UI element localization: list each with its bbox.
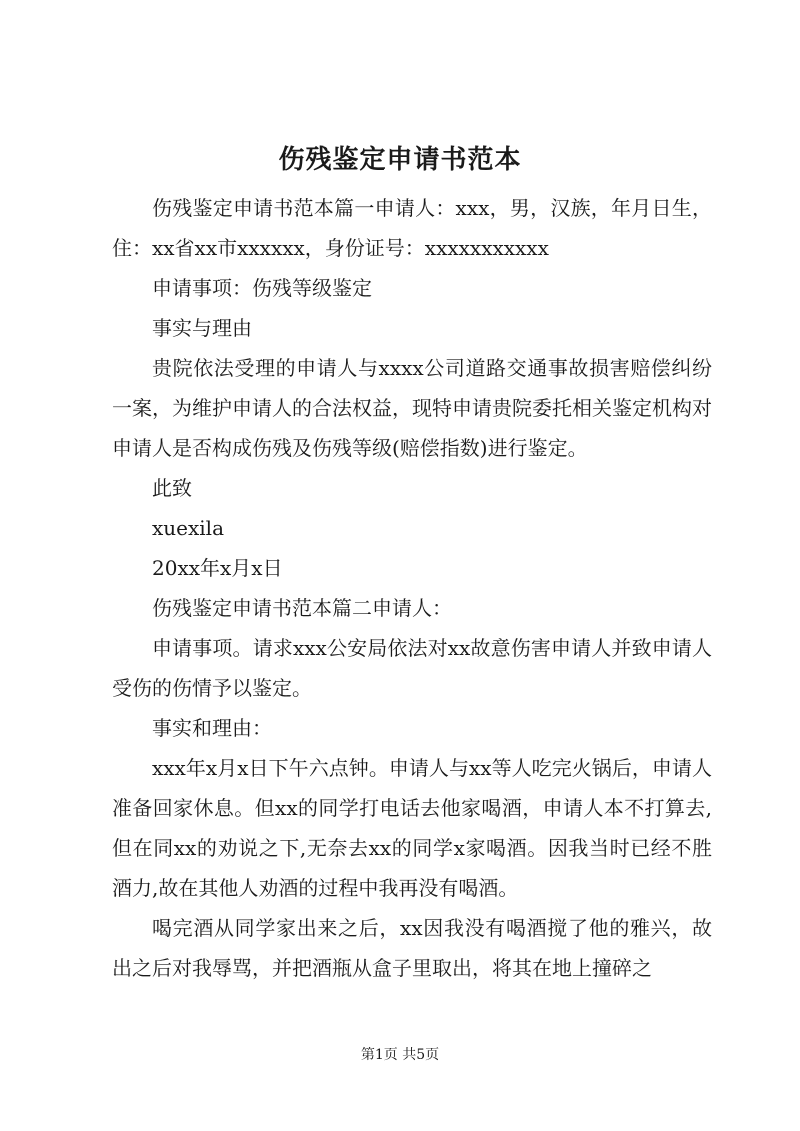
paragraph: 贵院依法受理的申请人与xxxx公司道路交通事故损害赔偿纠纷一案，为维护申请人的合法权益，现特申请贵院委托相关鉴定机构对申请人是否构成伤残及伤残等级(赔偿指数)进行鉴定。 — [112, 356, 712, 460]
paragraph: 事实与理由 — [152, 316, 252, 340]
paragraph: xuexila — [152, 516, 224, 540]
paragraph: 此致 — [152, 476, 192, 500]
page-footer: 第1页 共5页 — [360, 1047, 440, 1063]
paragraph: 申请事项。请求xxx公安局依法对xx故意伤害申请人并致申请人受伤的伤情予以鉴定。 — [112, 636, 712, 700]
paragraph: 喝完酒从同学家出来之后，xx因我没有喝酒搅了他的雅兴，故出之后对我辱骂，并把酒瓶从盒子里取出，将其在地上撞碎之 — [112, 916, 712, 980]
paragraph: xxx年x月x日下午六点钟。申请人与xx等人吃完火锅后，申请人准备回家休息。但xx的同学打电话去他家喝酒，申请人本不打算去,但在同xx的劝说之下,无奈去xx的同学x家喝酒。因我当时已经不胜酒力,故在其他人劝酒的过程中我再没有喝酒。 — [112, 756, 712, 900]
document-title: 伤残鉴定申请书范本 — [278, 145, 522, 175]
paragraph: 伤残鉴定申请书范本篇一申请人：xxx，男，汉族，年月日生，住：xx省xx市xxxxxx，身份证号：xxxxxxxxxxx — [112, 196, 712, 260]
paragraph: 申请事项：伤残等级鉴定 — [152, 276, 372, 300]
paragraph: 20xx年x月x日 — [152, 556, 283, 580]
document-body — [112, 188, 712, 988]
paragraph: 事实和理由： — [152, 716, 272, 740]
paragraph: 伤残鉴定申请书范本篇二申请人： — [152, 596, 452, 620]
